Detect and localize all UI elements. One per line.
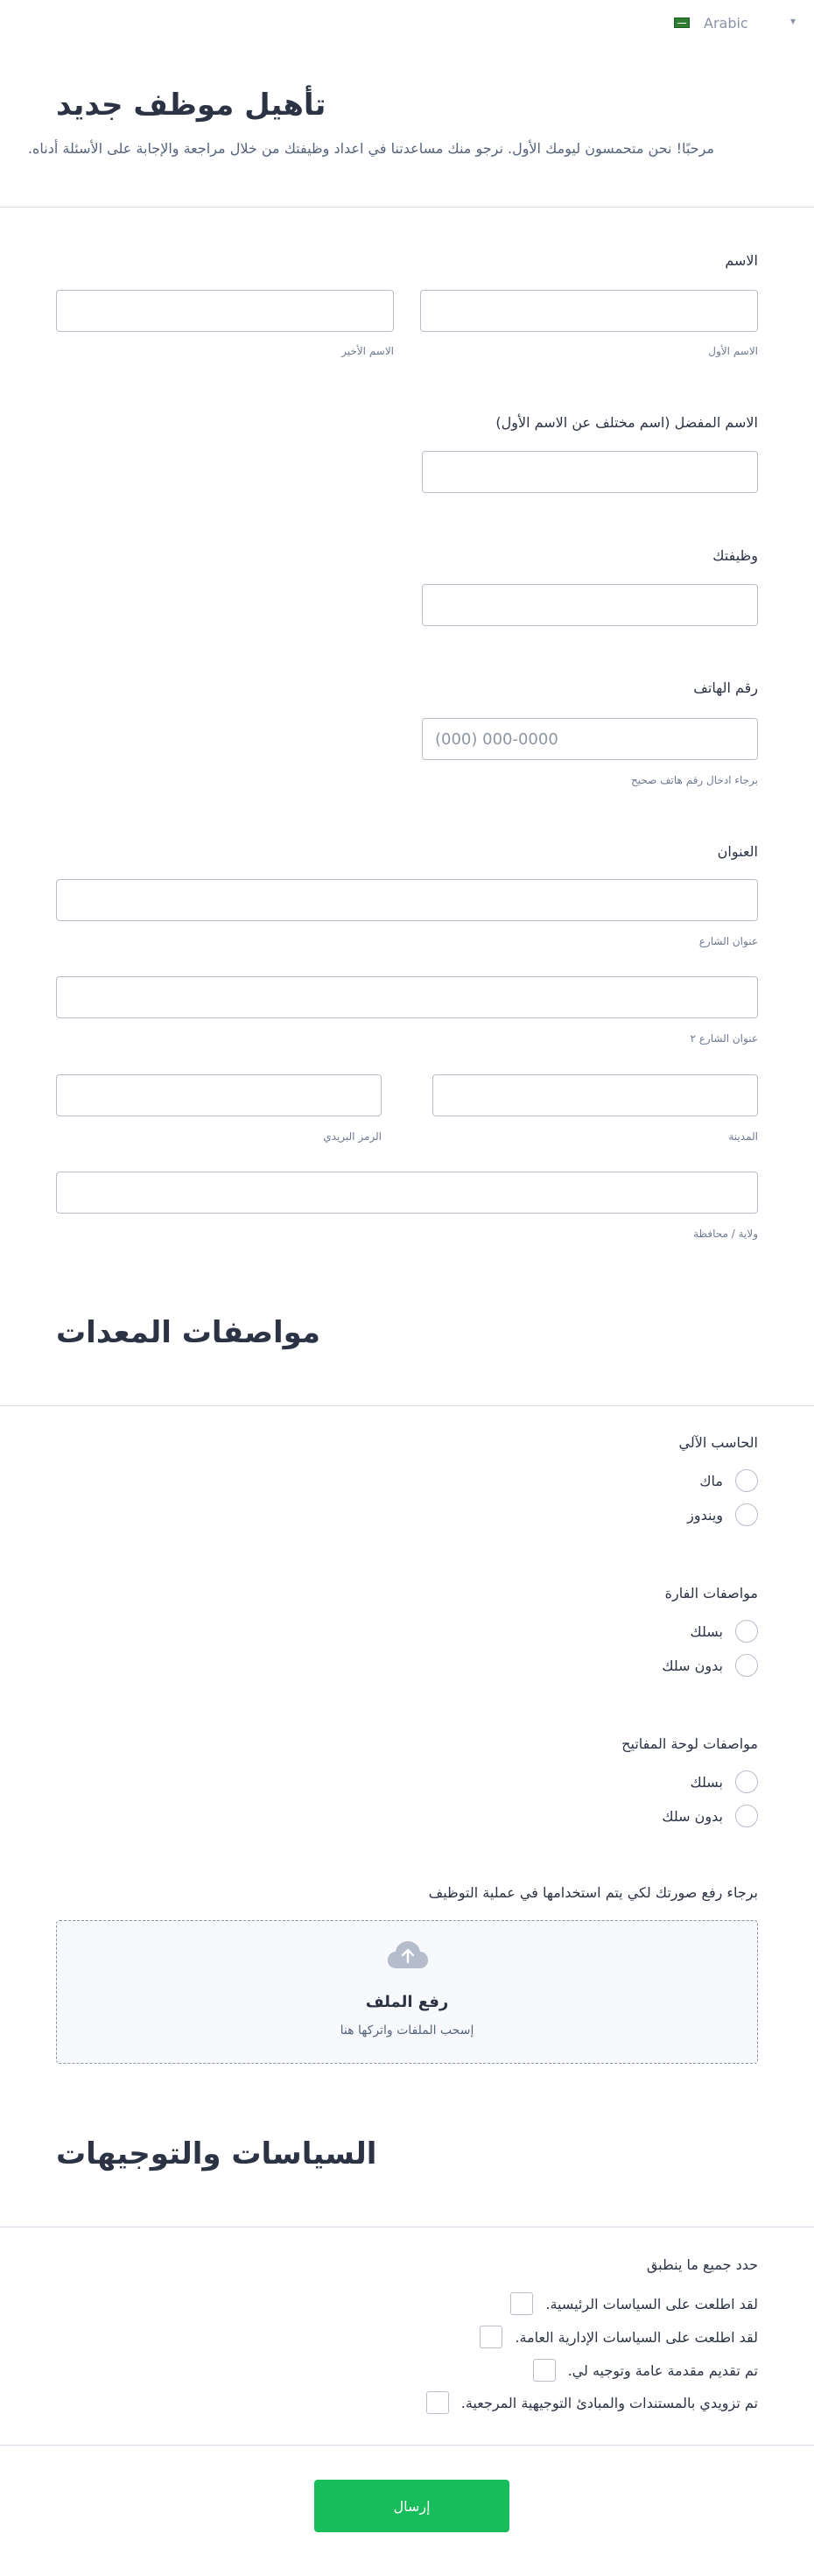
radio-option-label: ماك <box>699 1472 723 1489</box>
cloud-upload-icon <box>386 1939 430 1970</box>
checkbox-option[interactable] <box>451 2326 758 2348</box>
radio-button[interactable] <box>735 1805 758 1827</box>
street-address-2-input[interactable] <box>56 976 758 1018</box>
radio-button[interactable] <box>735 1770 758 1793</box>
section-divider <box>0 1405 814 1406</box>
radio-button[interactable] <box>735 1503 758 1526</box>
zip-input[interactable] <box>56 1074 382 1116</box>
section-divider <box>0 2445 814 2446</box>
radio-option-mac[interactable] <box>699 1469 758 1492</box>
checkbox-option[interactable] <box>451 2391 758 2414</box>
computer-label: الحاسب الآلي <box>678 1434 758 1451</box>
last-name-sublabel: الاسم الأخير <box>341 345 394 357</box>
checkbox[interactable] <box>480 2326 502 2348</box>
last-name-input[interactable] <box>56 290 394 332</box>
radio-option-windows[interactable] <box>687 1503 758 1526</box>
city-sublabel: المدينة <box>728 1130 758 1143</box>
state-input[interactable] <box>56 1172 758 1214</box>
first-name-sublabel: الاسم الأول <box>708 345 758 357</box>
radio-option-keyboard-wired[interactable] <box>690 1770 758 1793</box>
job-input[interactable] <box>422 584 758 626</box>
state-sublabel: ولاية / محافظة <box>693 1228 758 1240</box>
upload-title: رفع الملف <box>365 1993 449 2011</box>
language-label: Arabic <box>704 14 748 32</box>
equipment-section-title: مواصفات المعدات <box>56 1315 320 1350</box>
street-address-input[interactable] <box>56 879 758 921</box>
checkbox-label: تم تزويدي بالمستندات والمبادئ التوجيهية المرجعية. <box>460 2394 758 2411</box>
street-address-2-sublabel: عنوان الشارع ٢ <box>690 1032 758 1045</box>
checkbox-label: تم تقديم مقدمة عامة وتوجيه لي. <box>567 2361 758 2379</box>
radio-button[interactable] <box>735 1654 758 1677</box>
checkbox-option[interactable] <box>451 2359 758 2382</box>
chevron-down-icon: ▾ <box>789 15 796 27</box>
address-label: العنوان <box>717 843 758 860</box>
phone-input[interactable] <box>422 718 758 760</box>
checkbox-label: لقد اطلعت على السياسات الإدارية العامة. <box>515 2328 758 2346</box>
radio-option-keyboard-wireless[interactable] <box>662 1805 758 1827</box>
preferred-name-label: الاسم المفضل (اسم مختلف عن الاسم الأول) <box>495 414 758 431</box>
page-title: تأهيل موظف جديد <box>56 88 326 123</box>
zip-sublabel: الرمز البريدي <box>323 1130 382 1143</box>
upload-subtitle: إسحب الملفات واتركها هنا <box>340 2023 474 2038</box>
job-label: وظيفتك <box>712 547 758 564</box>
checkbox[interactable] <box>533 2359 556 2382</box>
radio-option-mouse-wireless[interactable] <box>662 1654 758 1677</box>
file-upload-dropzone[interactable] <box>56 1920 758 2064</box>
submit-button[interactable]: إرسال <box>314 2480 509 2532</box>
section-divider <box>0 207 814 208</box>
radio-option-label: بدون سلك <box>662 1807 723 1825</box>
radio-option-label: بسلك <box>690 1622 723 1640</box>
checkbox[interactable] <box>510 2292 533 2315</box>
page-intro: مرحبًا! نحن متحمسون ليومك الأول. نرجو منك مساعدتنا في اعداد وظيفتك من خلال مراجعة والإجابة على الأسئلة أدناه. <box>27 140 714 157</box>
section-divider <box>0 2227 814 2228</box>
phone-label: رقم الهاتف <box>693 679 758 696</box>
radio-option-label: بدون سلك <box>662 1657 723 1674</box>
first-name-input[interactable] <box>420 290 758 332</box>
checkbox[interactable] <box>426 2391 449 2414</box>
radio-option-label: بسلك <box>690 1773 723 1791</box>
radio-button[interactable] <box>735 1620 758 1643</box>
name-label: الاسم <box>725 252 758 269</box>
language-selector[interactable] <box>674 11 801 35</box>
radio-option-mouse-wired[interactable] <box>690 1620 758 1643</box>
keyboard-label: مواصفات لوحة المفاتيح <box>621 1735 758 1752</box>
phone-sublabel: برجاء ادخال رقم هاتف صحيح <box>631 774 758 786</box>
city-input[interactable] <box>432 1074 758 1116</box>
policies-section-title: السياسات والتوجيهات <box>56 2136 377 2171</box>
preferred-name-input[interactable] <box>422 451 758 493</box>
radio-button[interactable] <box>735 1469 758 1492</box>
policies-label: حدد جميع ما ينطبق <box>646 2256 758 2273</box>
mouse-label: مواصفات الفارة <box>664 1585 758 1601</box>
street-address-sublabel: عنوان الشارع <box>698 935 758 947</box>
radio-option-label: ويندوز <box>687 1506 723 1524</box>
checkbox-label: لقد اطلعت على السياسات الرئيسية. <box>545 2295 758 2312</box>
photo-upload-label: برجاء رفع صورتك لكي يتم استخدامها في عملية التوظيف <box>428 1884 758 1901</box>
flag-icon <box>674 18 690 28</box>
checkbox-option[interactable] <box>451 2292 758 2315</box>
